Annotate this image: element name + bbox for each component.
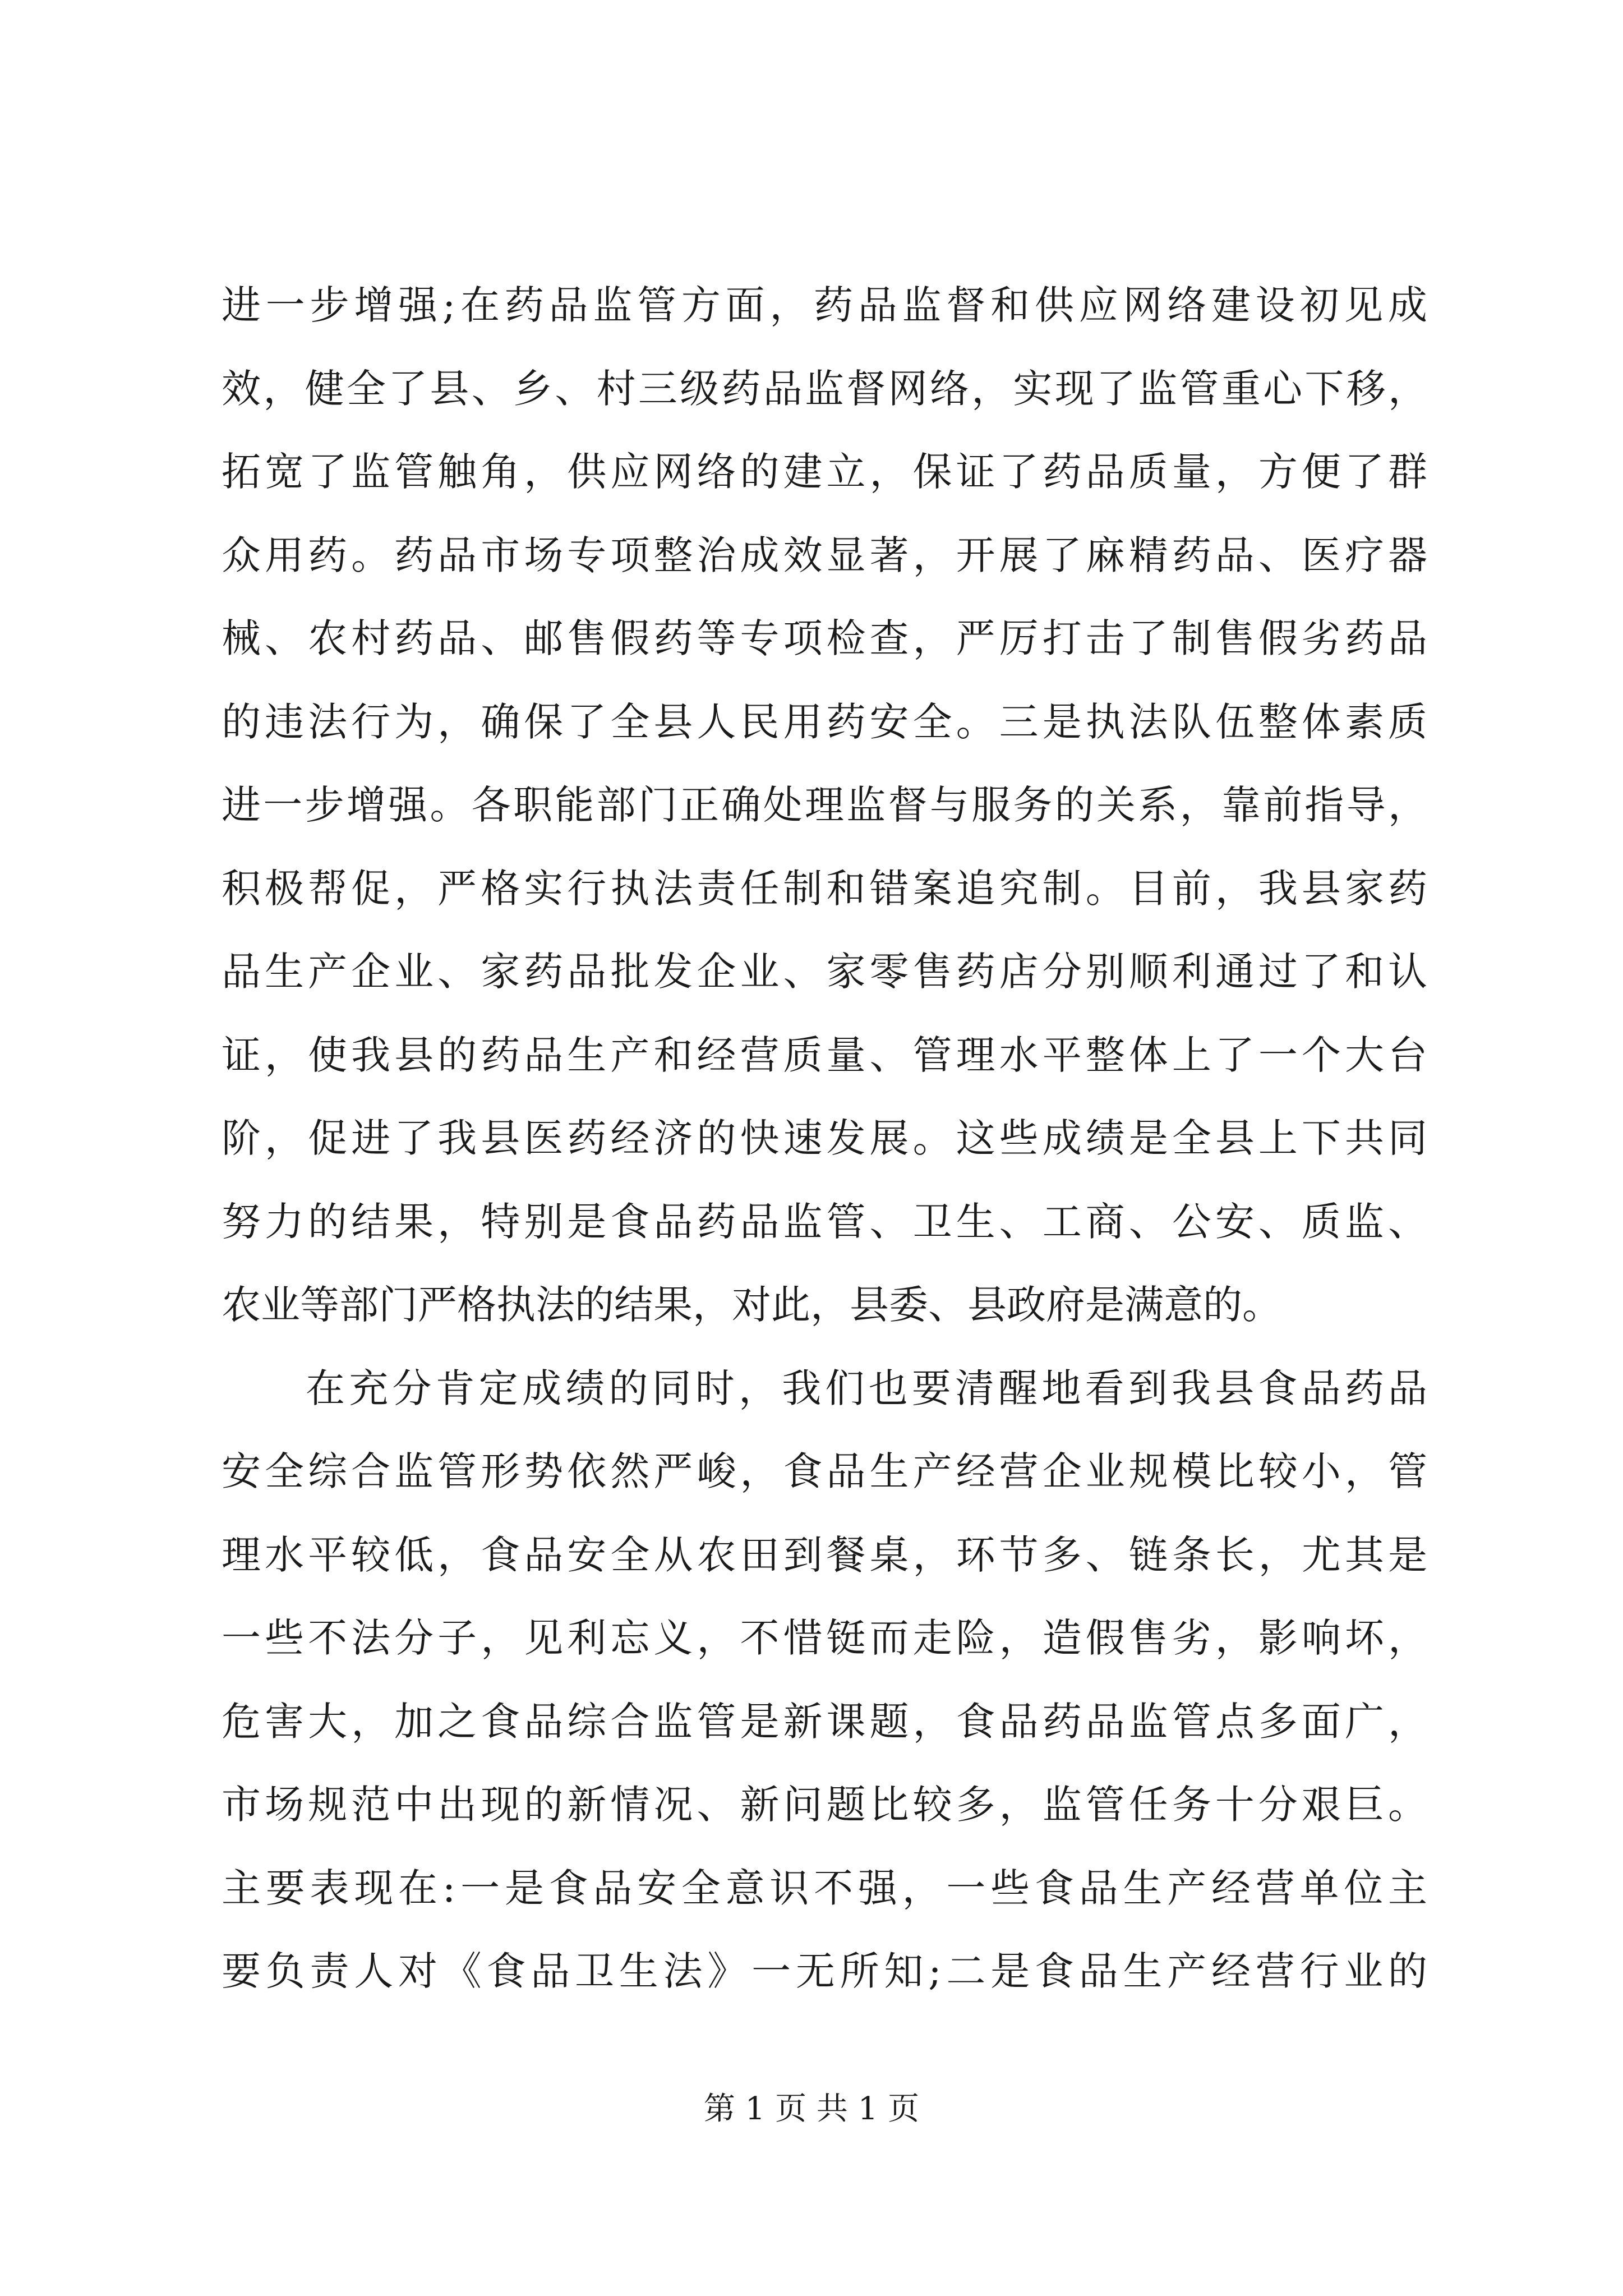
text-line: 进一步增强;在药品监管方面，药品监督和供应网络建设初见成 <box>222 282 1427 328</box>
text-line: 械、农村药品、邮售假药等专项检查，严厉打击了制售假劣药品 <box>222 615 1427 661</box>
text-line: 品生产企业、家药品批发企业、家零售药店分别顺利通过了和认 <box>222 949 1427 995</box>
body-text <box>222 264 1427 2013</box>
text-line: 效，健全了县、乡、村三级药品监督网络，实现了监管重心下移， <box>222 365 1427 412</box>
text-line: 进一步增强。各职能部门正确处理监督与服务的关系，靠前指导， <box>222 782 1427 828</box>
paragraph-last-line: 农业等部门严格执法的结果，对此，县委、县政府是满意的。 <box>222 1282 1281 1328</box>
text-line: 阶，促进了我县医药经济的快速发展。这些成绩是全县上下共同 <box>222 1115 1427 1161</box>
text-line: 要负责人对《食品卫生法》一无所知;二是食品生产经营行业的 <box>222 1948 1427 1994</box>
text-line: 理水平较低，食品安全从农田到餐桌，环节多、链条长，尤其是 <box>222 1531 1427 1578</box>
text-line: 一些不法分子，见利忘义，不惜铤而走险，造假售劣，影响坏， <box>222 1615 1427 1661</box>
text-line: 的违法行为，确保了全县人民用药安全。三是执法队伍整体素质 <box>222 698 1427 745</box>
text-line: 努力的结果，特别是食品药品监管、卫生、工商、公安、质监、 <box>222 1198 1427 1245</box>
text-line: 众用药。药品市场专项整治成效显著，开展了麻精药品、医疗器 <box>222 532 1427 578</box>
text-line: 证，使我县的药品生产和经营质量、管理水平整体上了一个大台 <box>222 1032 1427 1078</box>
paragraph-first-line: 在充分肯定成绩的同时，我们也要清醒地看到我县食品药品 <box>306 1365 1427 1411</box>
text-line: 危害大，加之食品综合监管是新课题，食品药品监管点多面广， <box>222 1698 1427 1745</box>
text-line: 积极帮促，严格实行执法责任制和错案追究制。目前，我县家药 <box>222 865 1427 912</box>
text-line: 拓宽了监管触角，供应网络的建立，保证了药品质量，方便了群 <box>222 449 1427 495</box>
text-line: 主要表现在:一是食品安全意识不强，一些食品生产经营单位主 <box>222 1865 1427 1911</box>
page-footer: 第 1 页 共 1 页 <box>703 2091 920 2127</box>
text-line: 市场规范中出现的新情况、新问题比较多，监管任务十分艰巨。 <box>222 1782 1427 1828</box>
text-line: 安全综合监管形势依然严峻，食品生产经营企业规模比较小，管 <box>222 1448 1427 1494</box>
